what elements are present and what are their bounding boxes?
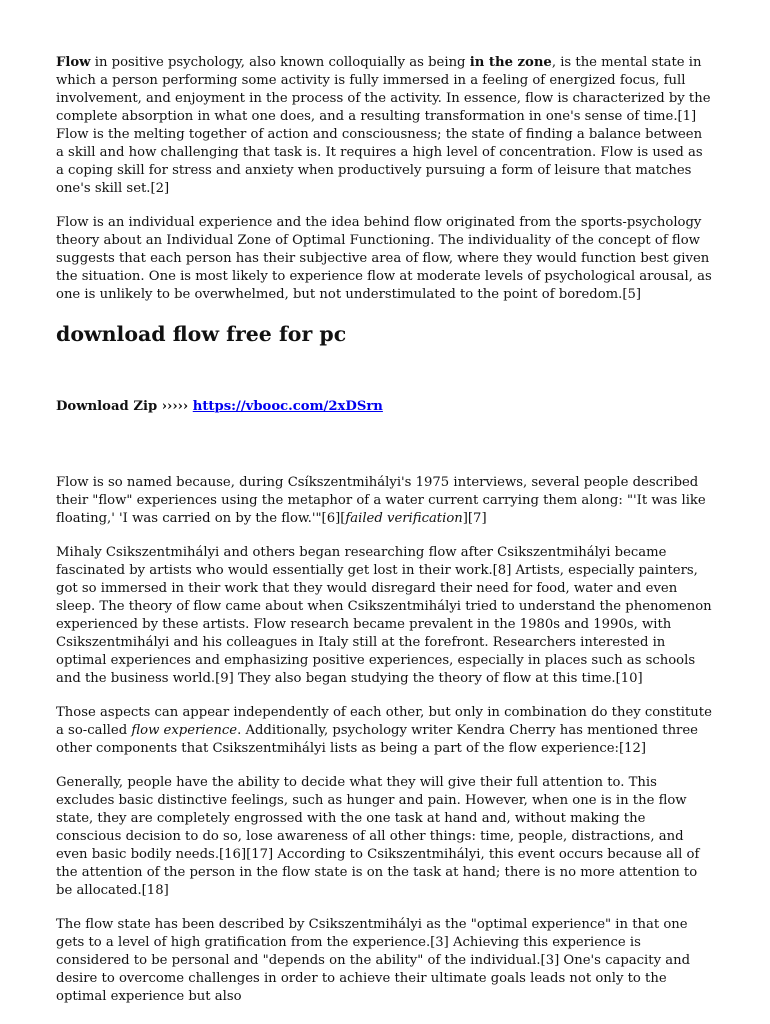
intro-paragraph-2: Flow is an individual experience and the idea behind flow originated from the sports-psychology theory about an Individual Zone of Optimal Functioning. The individuality of the concept of flow suggests that each person has their subjective area of flow, where they would function best given the situation. One is most likely to experience flow at moderate levels of psychological arousal, as one is unlikely to be overwhelmed, but not understimulated to the point of boredom.[5] (56, 215, 712, 302)
body-paragraph-4: Generally, people have the ability to decide what they will give their full attention to. This excludes basic distinctive feelings, such as hunger and pain. However, when one is in the flow state, they are completely engrossed with the one task at hand and, without making the conscious decision to do so, lose awareness of all other things: time, people, distractions, and even basic bodily needs.[16][17] According to Csikszentmihályi, this event occurs because all of the attention of the person in the flow state is on the task at hand; there is no more attention to be allocated.[18] (56, 775, 700, 898)
body-paragraph-3 (56, 704, 714, 758)
body-p3-text-b: . Additionally, psychology writer Kendra Cherry has mentioned three other components that Csikszentmihályi lists as being a part of the flow experience:[12] (56, 723, 698, 756)
page-heading: download flow free for pc (56, 322, 347, 346)
body-p3-text-a: Those aspects can appear independently of each other, but only in combination do they constitute a so-called (56, 705, 712, 738)
body-paragraph-5: The flow state has been described by Csikszentmihályi as the "optimal experience" in that one gets to a level of high gratification from the experience.[3] Achieving this experience is considered to be personal and "depends on the ability" of the individual.[3] One's capacity and desire to overcome challenges in order to achieve their ultimate goals leads not only to the optimal experience but also (56, 917, 691, 1004)
download-line (56, 398, 714, 416)
flow-experience-term: flow experience (131, 723, 238, 738)
body-paragraph-1 (56, 474, 714, 528)
body-p1-text-b: ][7] (462, 511, 487, 526)
body-paragraph-2: Mihaly Csikszentmihályi and others began researching flow after Csikszentmihályi became fascinated by artists who would essentially get lost in their work.[8] Artists, especially painters, got so immersed in their work that they would disregard their need for food, water and even sleep. The theory of flow came about when Csikszentmihályi tried to understand the phenomenon experienced by these artists. Flow research became prevalent in the 1980s and 1990s, with Csikszentmihályi and his colleagues in Italy still at the forefront. Researchers interested in optimal experiences and emphasizing positive experiences, especially in places such as schools and the business world.[9] They also began studying the theory of flow at this time.[10] (56, 545, 712, 686)
intro-p1-text-a: in positive psychology, also known colloquially as being (90, 55, 470, 70)
article-body (56, 474, 714, 1006)
term-in-the-zone: in the zone (469, 55, 552, 70)
download-label: Download Zip ››››› (56, 399, 193, 414)
term-flow: Flow (56, 55, 91, 70)
body-p1-text-a: Flow is so named because, during Csíkszentmihályi's 1975 interviews, several people described their "flow" experiences using the metaphor of a water current carrying them along: "'It was like floating,' 'I was carried on by the flow.'"[6][ (56, 475, 706, 526)
download-link[interactable]: https://vbooc.com/2xDSrn (192, 399, 383, 414)
intro-p1-text-b: , is the mental state in which a person performing some activity is fully immersed in a feeling of energized focus, full involvement, and enjoyment in the process of the activity. In essence, flow is characterized by the complete absorption in what one does, and a resulting transformation in one's sense of time.[1] Flow is the melting together of action and consciousness; the state of finding a balance between a skill and how challenging that task is. It requires a high level of concentration. Flow is used as a coping skill for stress and anxiety when productively pursuing a form of leisure that matches one's skill set.[2] (56, 55, 711, 196)
failed-verification-note: failed verification (345, 511, 463, 526)
intro-paragraph-1 (56, 54, 714, 198)
